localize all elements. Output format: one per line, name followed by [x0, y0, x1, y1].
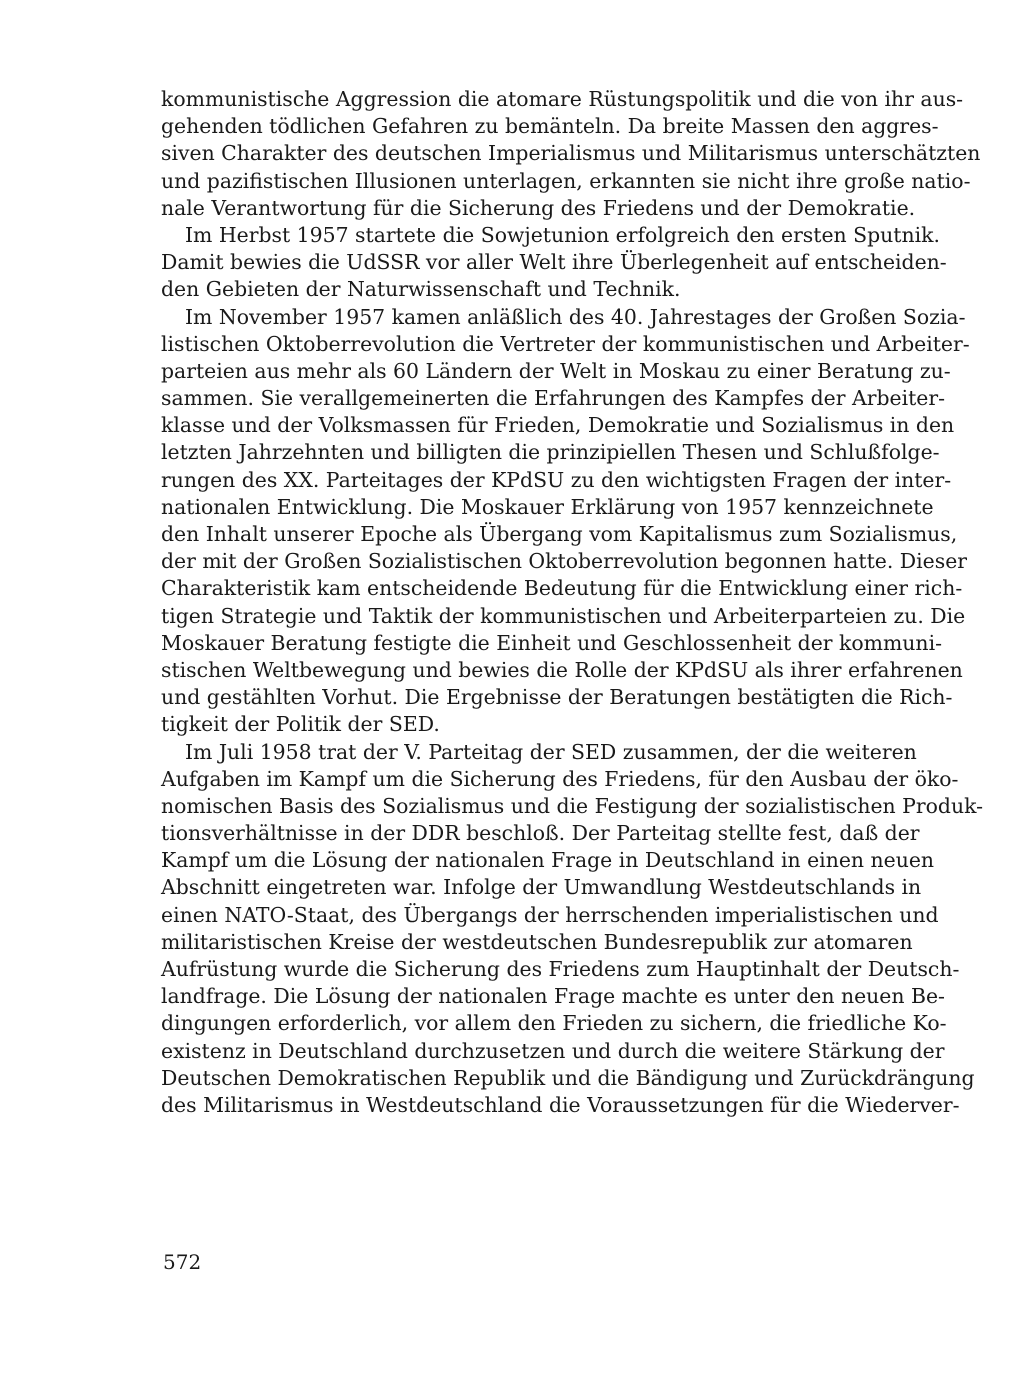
- text-line: dingungen erforderlich, vor allem den Frieden zu sichern, die friedliche Ko-: [161, 1011, 947, 1036]
- text-line: des Militarismus in Westdeutschland die Voraussetzungen für die Wiederver-: [161, 1092, 960, 1117]
- text-line: letzten Jahrzehnten und billigten die prinzipiellen Thesen und Schlußfolge-: [161, 440, 940, 465]
- text-line: und gestählten Vorhut. Die Ergebnisse der Beratungen bestätigten die Rich-: [161, 685, 953, 710]
- text-line: den Inhalt unserer Epoche als Übergang vom Kapitalismus zum Sozialismus,: [161, 522, 958, 546]
- text-line: Abschnitt eingetreten war. Infolge der Umwandlung Westdeutschlands in: [161, 875, 922, 900]
- text-line: einen NATO-Staat, des Übergangs der herrschenden imperialistischen und: [161, 902, 939, 927]
- text-line: kommunistische Aggression die atomare Rüstungspolitik und die von ihr aus-: [161, 87, 964, 111]
- text-line: Damit bewies die UdSSR vor aller Welt ihre Überlegenheit auf entscheiden-: [161, 250, 947, 275]
- text-line: militaristischen Kreise der westdeutschen Bundesrepublik zur atomaren: [161, 929, 913, 954]
- text-line: Aufgaben im Kampf um die Sicherung des Friedens, für den Ausbau der öko-: [161, 766, 959, 791]
- text-line: Kampf um die Lösung der nationalen Frage in Deutschland in einen neuen: [161, 848, 935, 873]
- text-line: gehenden tödlichen Gefahren zu bemänteln. Da breite Massen den aggres-: [161, 114, 939, 139]
- text-line: siven Charakter des deutschen Imperialismus und Militarismus unterschätzten: [161, 141, 981, 166]
- text-line: Im November 1957 kamen anläßlich des 40. Jahrestages der Großen Sozia-: [185, 304, 966, 329]
- text-line: nale Verantwortung für die Sicherung des Friedens und der Demokratie.: [161, 195, 916, 220]
- text-line: den Gebieten der Naturwissenschaft und Technik.: [161, 277, 681, 302]
- text-line: Charakteristik kam entscheidende Bedeutung für die Entwicklung einer rich-: [161, 576, 963, 601]
- text-line: landfrage. Die Lösung der nationalen Frage machte es unter den neuen Be-: [161, 984, 945, 1009]
- text-line: nationalen Entwicklung. Die Moskauer Erklärung von 1957 kennzeichnete: [161, 494, 934, 519]
- text-line: Moskauer Beratung festigte die Einheit und Geschlossenheit der kommuni-: [161, 630, 942, 655]
- text-line: Im Herbst 1957 startete die Sowjetunion erfolgreich den ersten Sputnik.: [185, 222, 940, 247]
- text-line: Im Juli 1958 trat der V. Parteitag der SED zusammen, der die weiteren: [185, 739, 917, 764]
- text-line: parteien aus mehr als 60 Ländern der Welt in Moskau zu einer Beratung zu-: [161, 358, 951, 383]
- text-line: und pazifistischen Illusionen unterlagen, erkannten sie nicht ihre große natio-: [161, 168, 971, 193]
- text-line: tigkeit der Politik der SED.: [161, 712, 440, 737]
- text-line: Deutschen Demokratischen Republik und die Bändigung und Zurückdrängung: [161, 1065, 975, 1090]
- text-line: listischen Oktoberrevolution die Vertreter der kommunistischen und Arbeiter-: [161, 331, 970, 356]
- text-line: klasse und der Volksmassen für Frieden, Demokratie und Sozialismus in den: [161, 413, 955, 438]
- text-line: existenz in Deutschland durchzusetzen und durch die weitere Stärkung der: [161, 1038, 945, 1063]
- text-line: sammen. Sie verallgemeinerten die Erfahrungen des Kampfes der Arbeiter-: [161, 386, 945, 411]
- text-line: tionsverhältnisse in der DDR beschloß. Der Parteitag stellte fest, daß der: [161, 821, 920, 846]
- body-text: [161, 86, 983, 1119]
- text-line: Aufrüstung wurde die Sicherung des Friedens zum Hauptinhalt der Deutsch-: [161, 957, 960, 981]
- page-number: 572: [163, 1250, 202, 1274]
- text-line: der mit der Großen Sozialistischen Oktoberrevolution begonnen hatte. Dieser: [161, 549, 968, 574]
- text-line: rungen des XX. Parteitages der KPdSU zu den wichtigsten Fragen der inter-: [161, 467, 952, 492]
- text-line: nomischen Basis des Sozialismus und die Festigung der sozialistischen Produk-: [161, 793, 983, 818]
- text-line: stischen Weltbewegung und bewies die Rolle der KPdSU als ihrer erfahrenen: [161, 657, 963, 682]
- text-line: tigen Strategie und Taktik der kommunistischen und Arbeiterparteien zu. Die: [161, 603, 966, 628]
